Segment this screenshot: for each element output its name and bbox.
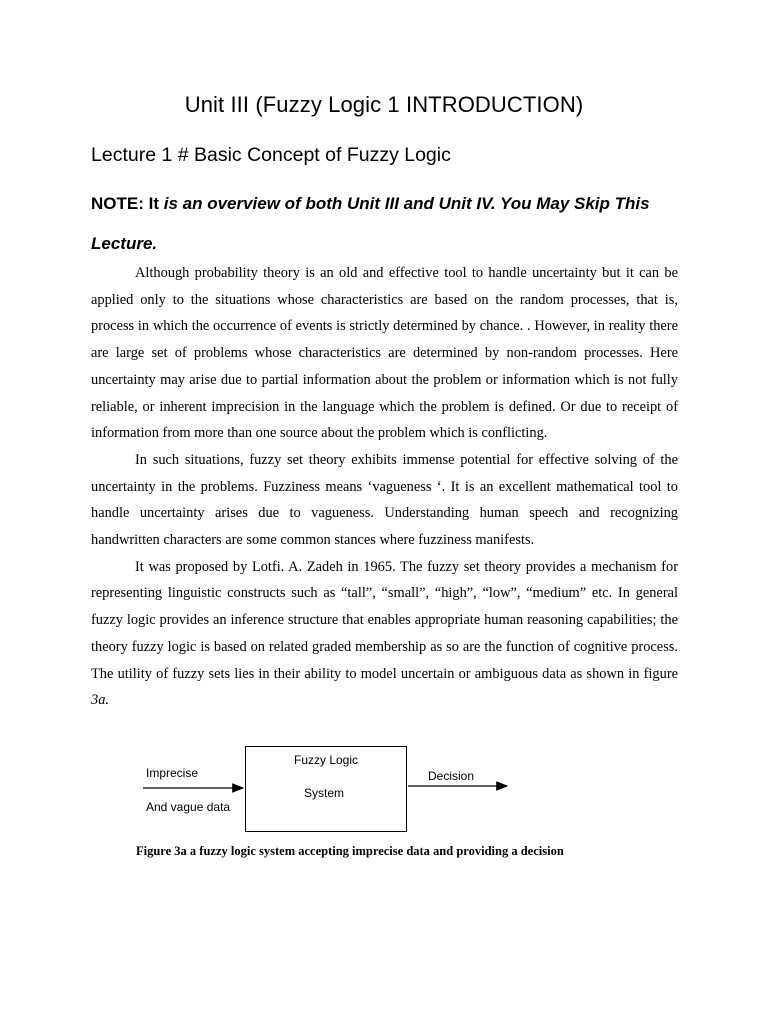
box-label-line1: Fuzzy Logic [294,753,359,767]
note-heading [91,184,691,264]
lecture-heading: Lecture 1 # Basic Concept of Fuzzy Logic [91,144,451,166]
paragraph-2: In such situations, fuzzy set theory exhibits immense potential for effective solving of the uncertainty in the problems. Fuzziness means ‘vagueness ‘. It is an excellent mathematical tool to handle uncertainty arises due to vagueness. Understanding human speech and recognizing handwritten characters are some common stances where fuzziness manifests. [91,451,678,549]
paragraph-3-text: It was proposed by Lotfi. A. Zadeh in 1965. The fuzzy set theory provides a mechanism for representing linguistic constructs such as “tall”, “small”, “high”, “low”, “medium” etc. In general fuzzy logic provides an inference structure that enables appropriate human reasoning capabilities; the theory fuzzy logic is based on related graded membership as so are the function of cognitive process. The utility of fuzzy sets lies in their ability to model uncertain or ambiguous data as shown in figure [91,558,678,682]
body-text [91,260,678,714]
figure-reference: 3a. [91,692,109,709]
paragraph-3 [91,554,678,714]
unit-title: Unit III (Fuzzy Logic 1 INTRODUCTION) [184,92,584,117]
note-text: is an overview of both Unit III and Unit IV. You May Skip This Lecture. [91,194,650,253]
output-label: Decision [428,769,475,783]
paragraph-1: Although probability theory is an old and effective tool to handle uncertainty but it can be applied only to the situations whose characteristics are based on the random processes, that is, process in which the occurrence of events is strictly determined by chance. . However, in reality there are large set of problems whose characteristics are determined by non-random processes. Here uncertainty may arise due to partial information about the problem or information which is not fully reliable, or inherent imprecision in the language which the problem is defined. Or due to receipt of information from more than one source about the problem which is conflicting. [91,265,678,442]
input-label-line1: Imprecise [146,766,199,780]
input-label-line2: And vague data [146,800,231,814]
box-label-line2: System [304,786,345,800]
note-label: NOTE: It [91,194,159,213]
figure-caption: Figure 3a a fuzzy logic system accepting imprecise data and providing a decision [136,844,564,858]
